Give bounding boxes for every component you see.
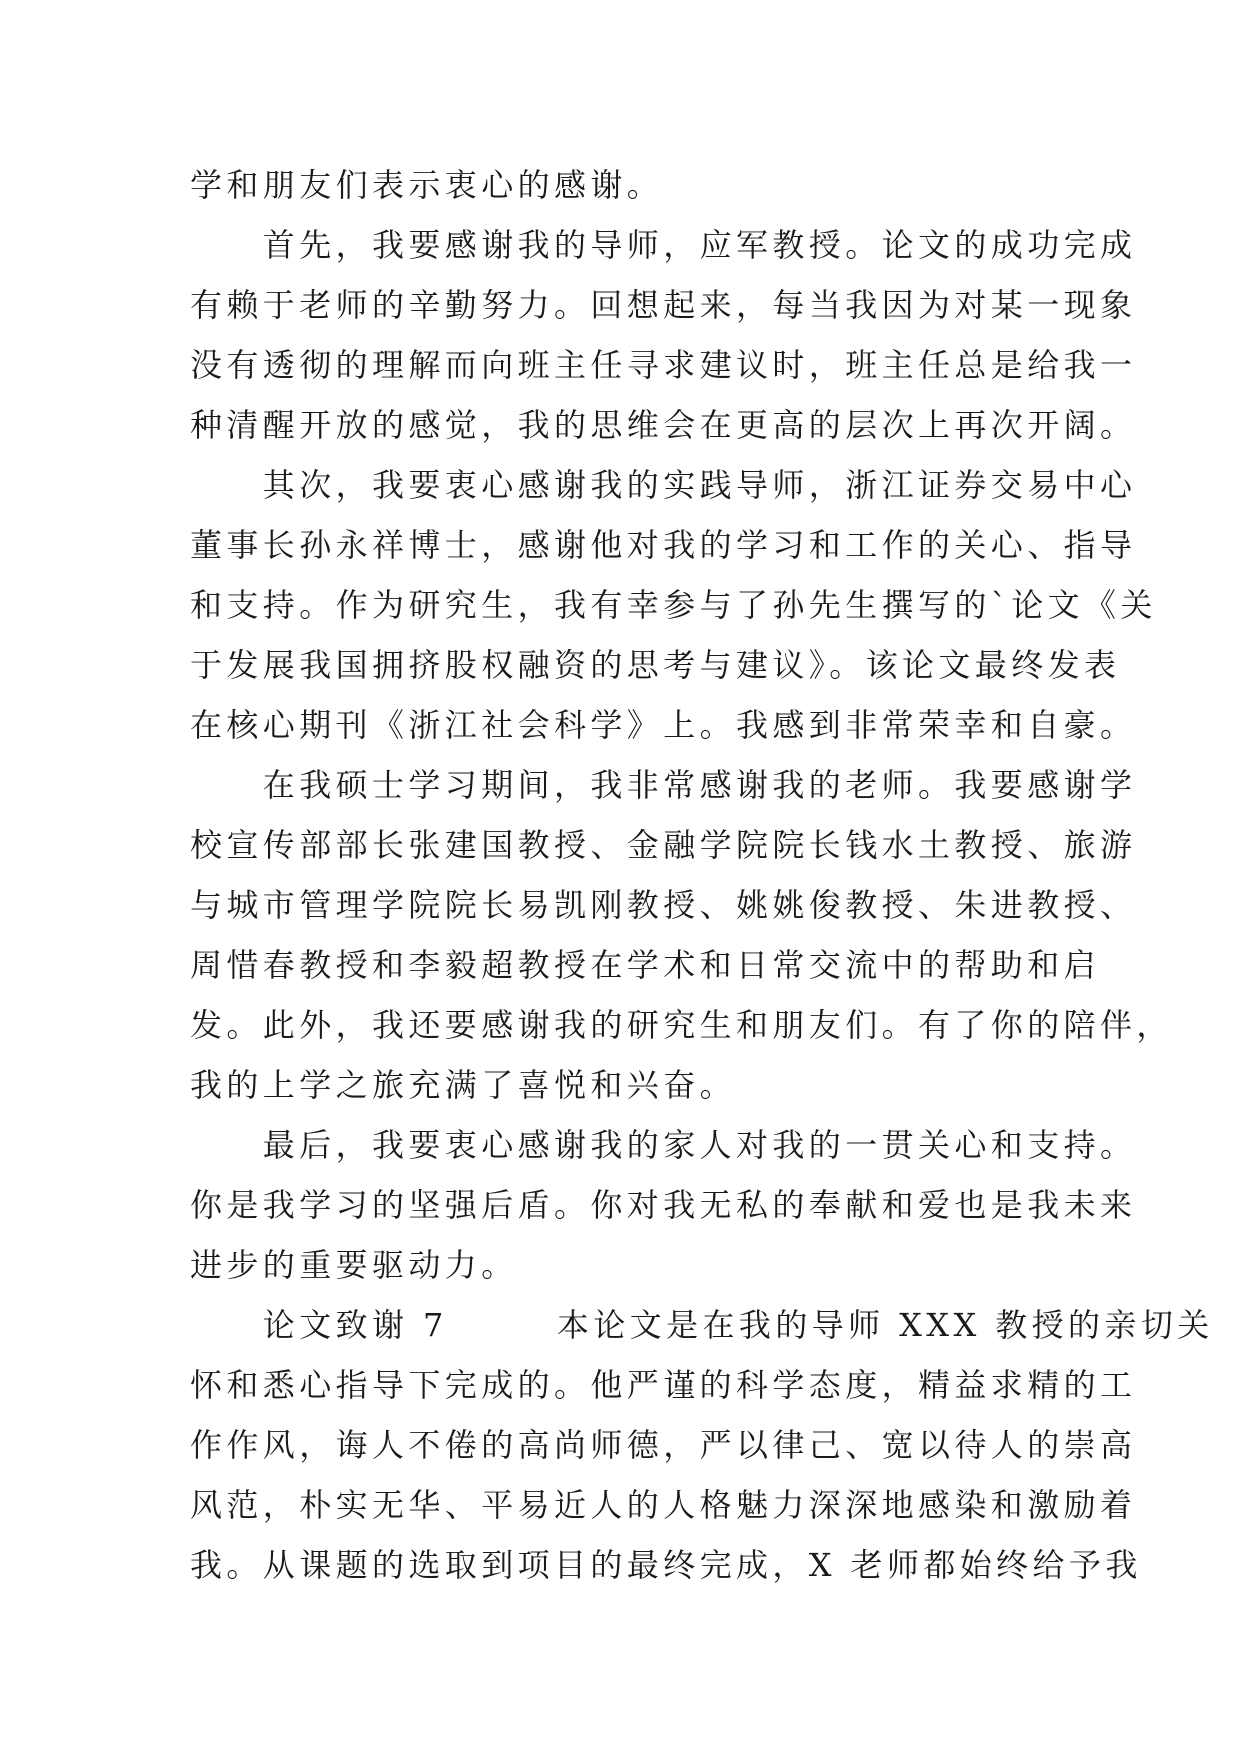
text-line: 有赖于老师的辛勤努力。回想起来，每当我因为对某一现象 — [190, 286, 1137, 324]
text-line: 校宣传部部长张建国教授、金融学院院长钱水土教授、旅游 — [190, 826, 1137, 864]
text-line: 在我硕士学习期间，我非常感谢我的老师。我要感谢学 — [190, 766, 1137, 804]
text-line: 学和朋友们表示衷心的感谢。 — [190, 166, 664, 204]
text-line: 种清醒开放的感觉，我的思维会在更高的层次上再次开阔。 — [190, 406, 1137, 444]
text-line: 董事长孙永祥博士，感谢他对我的学习和工作的关心、指导 — [190, 526, 1137, 564]
text-line: 周惜春教授和李毅超教授在学术和日常交流中的帮助和启 — [190, 946, 1101, 984]
text-line: 怀和悉心指导下完成的。他严谨的科学态度，精益求精的工 — [190, 1366, 1137, 1404]
text-line: 我。从课题的选取到项目的最终完成，X 老师都始终给予我 — [190, 1546, 1142, 1584]
text-line: 进步的重要驱动力。 — [190, 1246, 518, 1284]
text-line: 你是我学习的坚强后盾。你对我无私的奉献和爱也是我未来 — [190, 1186, 1137, 1224]
text-line: 与城市管理学院院长易凯刚教授、姚姚俊教授、朱进教授、 — [190, 886, 1137, 924]
text-line: 我的上学之旅充满了喜悦和兴奋。 — [190, 1066, 737, 1104]
text-line: 和支持。作为研究生，我有幸参与了孙先生撰写的`论文《关 — [190, 586, 1157, 624]
text-line: 没有透彻的理解而向班主任寻求建议时，班主任总是给我一 — [190, 346, 1137, 384]
text-line: 于发展我国拥挤股权融资的思考与建议》。该论文最终发表 — [190, 646, 1121, 684]
body-text — [190, 155, 1214, 1595]
text-line: 作作风，诲人不倦的高尚师德，严以律己、宽以待人的崇高 — [190, 1426, 1137, 1464]
text-line: 最后，我要衷心感谢我的家人对我的一贯关心和支持。 — [190, 1126, 1137, 1164]
text-line: 其次，我要衷心感谢我的实践导师，浙江证券交易中心 — [190, 466, 1137, 504]
text-line: 在核心期刊《浙江社会科学》上。我感到非常荣幸和自豪。 — [190, 706, 1137, 744]
text-line: 首先，我要感谢我的导师，应军教授。论文的成功完成 — [190, 226, 1137, 264]
text-line: 风范，朴实无华、平易近人的人格魅力深深地感染和激励着 — [190, 1486, 1137, 1524]
text-line: 论文致谢 7 本论文是在我的导师 XXX 教授的亲切关 — [190, 1306, 1214, 1344]
text-line: 发。此外，我还要感谢我的研究生和朋友们。有了你的陪伴， — [190, 1006, 1173, 1044]
